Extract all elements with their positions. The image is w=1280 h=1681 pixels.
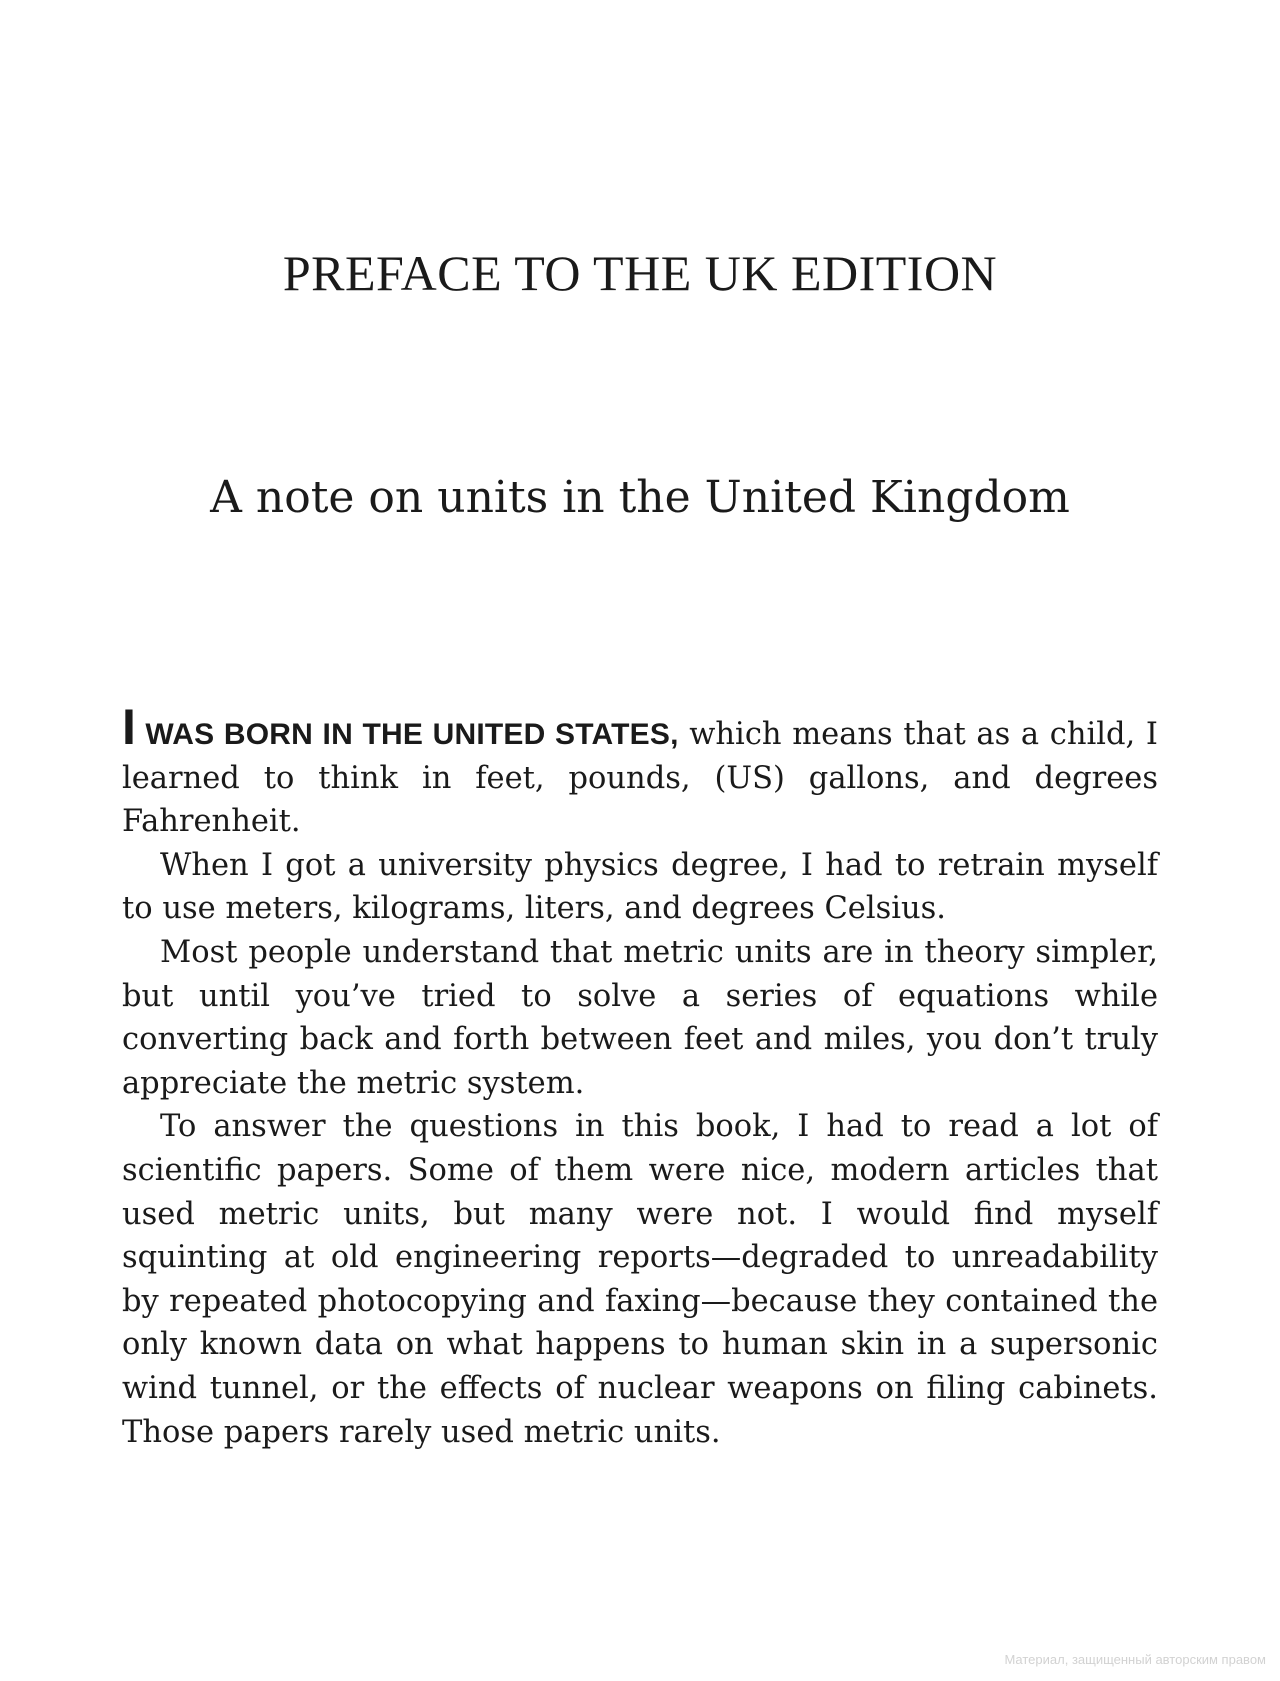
preface-title: PREFACE TO THE UK EDITION (282, 245, 998, 301)
paragraph-1-text: which means that as a child, I learned to think in feet, pounds, (US) gallons, and degrees Fahrenheit. (122, 717, 1158, 840)
dropcap: I (122, 699, 136, 755)
body-text (122, 699, 1158, 1454)
paragraph-4: To answer the questions in this book, I had to read a lot of scientific papers. Some of them were nice, modern articles that used metric units, but many were not. I would find myself squinting at old engineering reports—degraded to unreadability by repeated photocopying and faxing—because they contained the only known data on what happens to human skin in a supersonic wind tunnel, or the effects of nuclear weapons on filing cabinets. Those papers rarely used metric units. (122, 1109, 1158, 1450)
paragraph-2: When I got a university physics degree, I had to retrain myself to use meters, kilograms, liters, and degrees Celsius. (122, 847, 1158, 927)
copyright-watermark: Материал, защищенный авторским правом (1004, 1652, 1266, 1667)
lead-in-caps: WAS BORN IN THE UNITED STATES, (135, 718, 679, 751)
section-subtitle: A note on units in the United Kingdom (210, 472, 1070, 523)
paragraph-1 (122, 699, 1158, 844)
paragraph-3: Most people understand that metric units are in theory simpler, but until you’ve tried to solve a series of equations while converting back and forth between feet and miles, you don’t truly appreciate the metric system. (122, 934, 1158, 1101)
